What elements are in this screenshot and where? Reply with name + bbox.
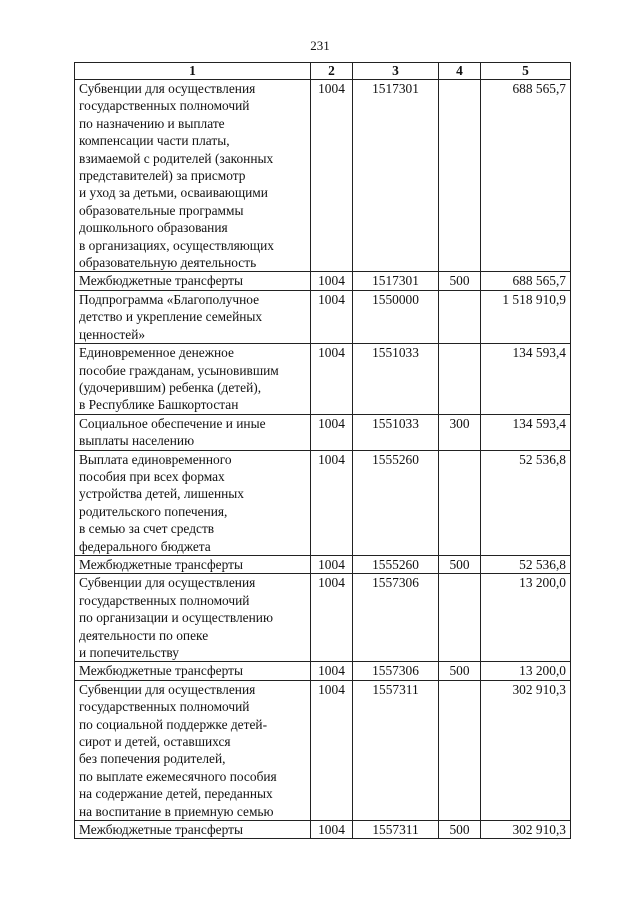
row-amount: 52 536,8: [481, 450, 571, 555]
row-amount: 13 200,0: [481, 662, 571, 680]
row-amount: 134 593,4: [481, 344, 571, 415]
row-amount: 1 518 910,9: [481, 290, 571, 343]
row-section: 1004: [311, 290, 353, 343]
column-header-3: 3: [353, 63, 439, 80]
row-amount: 134 593,4: [481, 414, 571, 450]
row-expense-type: 500: [439, 555, 481, 573]
row-amount: 52 536,8: [481, 555, 571, 573]
table-row: [75, 680, 571, 820]
table-row: [75, 290, 571, 343]
row-expense-type: [439, 80, 481, 272]
row-expense-type: [439, 574, 481, 662]
row-section: 1004: [311, 80, 353, 272]
row-section: 1004: [311, 680, 353, 820]
column-header-4: 4: [439, 63, 481, 80]
row-article: 1517301: [353, 80, 439, 272]
row-section: 1004: [311, 344, 353, 415]
row-article: 1551033: [353, 414, 439, 450]
row-article: 1557311: [353, 821, 439, 839]
row-section: 1004: [311, 450, 353, 555]
row-expense-type: 500: [439, 821, 481, 839]
table-row: [75, 80, 571, 272]
table-row: [75, 450, 571, 555]
row-name: Социальное обеспечение и иные выплаты населению: [75, 414, 311, 450]
row-article: 1555260: [353, 450, 439, 555]
column-header-2: 2: [311, 63, 353, 80]
row-amount: 302 910,3: [481, 821, 571, 839]
row-amount: 688 565,7: [481, 80, 571, 272]
row-expense-type: [439, 450, 481, 555]
row-section: 1004: [311, 414, 353, 450]
budget-table: [74, 62, 571, 839]
table-header-row: [75, 63, 571, 80]
row-section: 1004: [311, 272, 353, 290]
row-article: 1557306: [353, 662, 439, 680]
table-row: [75, 555, 571, 573]
row-article: 1517301: [353, 272, 439, 290]
row-amount: 13 200,0: [481, 574, 571, 662]
page-number: 231: [310, 38, 330, 53]
table-row: [75, 821, 571, 839]
row-section: 1004: [311, 555, 353, 573]
column-header-5: 5: [481, 63, 571, 80]
table-row: [75, 414, 571, 450]
row-article: 1551033: [353, 344, 439, 415]
table-row: [75, 344, 571, 415]
row-article: 1555260: [353, 555, 439, 573]
row-expense-type: [439, 344, 481, 415]
row-article: 1557311: [353, 680, 439, 820]
row-expense-type: 500: [439, 662, 481, 680]
table-row: [75, 574, 571, 662]
row-section: 1004: [311, 821, 353, 839]
row-name: Выплата единовременного пособия при всех формах устройства детей, лишенных родительского попечения, в семью за счет средств федерального бюджета: [75, 450, 311, 555]
row-name: Субвенции для осуществления государственных полномочий по назначению и выплате компенсации части платы, взимаемой с родителей (законных представителей) за присмотр и уход за детьми, осваивающими образовательные программы дошкольного образования в организациях, осуществляющих образовательную деятельность: [75, 80, 311, 272]
row-amount: 688 565,7: [481, 272, 571, 290]
row-article: 1550000: [353, 290, 439, 343]
row-name: Подпрограмма «Благополучное детство и укрепление семейных ценностей»: [75, 290, 311, 343]
table-row: [75, 662, 571, 680]
row-article: 1557306: [353, 574, 439, 662]
row-name: Межбюджетные трансферты: [75, 662, 311, 680]
row-name: Единовременное денежное пособие гражданам, усыновившим (удочерившим) ребенка (детей), в Республике Башкортостан: [75, 344, 311, 415]
row-expense-type: [439, 290, 481, 343]
row-name: Межбюджетные трансферты: [75, 555, 311, 573]
table-row: [75, 272, 571, 290]
row-name: Субвенции для осуществления государственных полномочий по социальной поддержке детей- сирот и детей, оставшихся без попечения родителей, по выплате ежемесячного пособия на содержание детей, переданных на воспитание в приемную семью: [75, 680, 311, 820]
row-name: Межбюджетные трансферты: [75, 272, 311, 290]
row-amount: 302 910,3: [481, 680, 571, 820]
row-section: 1004: [311, 662, 353, 680]
column-header-1: 1: [75, 63, 311, 80]
row-section: 1004: [311, 574, 353, 662]
row-expense-type: [439, 680, 481, 820]
row-expense-type: 500: [439, 272, 481, 290]
row-name: Субвенции для осуществления государственных полномочий по организации и осуществлению деятельности по опеке и попечительству: [75, 574, 311, 662]
row-name: Межбюджетные трансферты: [75, 821, 311, 839]
row-expense-type: 300: [439, 414, 481, 450]
